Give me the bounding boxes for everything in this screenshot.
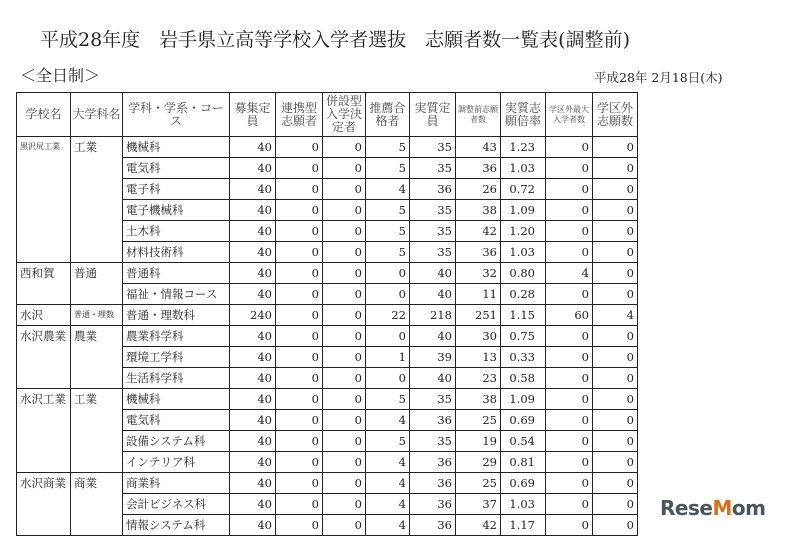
table-row — [17, 389, 638, 410]
department-name: 商業 — [71, 473, 123, 536]
value-cell: 0 — [366, 326, 410, 347]
value-cell: 0 — [323, 347, 366, 368]
course-name: 電子機械科 — [123, 200, 230, 221]
value-cell: 0 — [546, 326, 593, 347]
value-cell: 0 — [546, 158, 593, 179]
value-cell: 0 — [276, 179, 323, 200]
value-cell: 1.17 — [501, 515, 546, 536]
value-cell: 0 — [546, 242, 593, 263]
value-cell: 0.72 — [501, 179, 546, 200]
value-cell: 40 — [230, 137, 276, 158]
value-cell: 36 — [410, 494, 456, 515]
value-cell: 0 — [546, 515, 593, 536]
value-cell: 40 — [230, 452, 276, 473]
value-cell: 5 — [366, 221, 410, 242]
value-cell: 42 — [456, 221, 501, 242]
value-cell: 36 — [410, 473, 456, 494]
value-cell: 240 — [230, 305, 276, 326]
course-name: 環境工学科 — [123, 347, 230, 368]
value-cell: 4 — [366, 494, 410, 515]
value-cell: 42 — [456, 515, 501, 536]
value-cell: 1.20 — [501, 221, 546, 242]
value-cell: 0 — [323, 179, 366, 200]
department-name: 普通 — [71, 263, 123, 305]
value-cell: 40 — [230, 221, 276, 242]
school-name: 水沢商業 — [17, 473, 71, 536]
column-header: 募集定員 — [230, 93, 276, 137]
department-name: 工業 — [71, 389, 123, 473]
value-cell: 40 — [230, 431, 276, 452]
value-cell: 0 — [323, 326, 366, 347]
value-cell: 0 — [593, 242, 638, 263]
course-name: インテリア科 — [123, 452, 230, 473]
value-cell: 32 — [456, 263, 501, 284]
course-name: 情報システム科 — [123, 515, 230, 536]
value-cell: 0 — [276, 200, 323, 221]
value-cell: 40 — [230, 179, 276, 200]
course-name: 機械科 — [123, 389, 230, 410]
school-name: 西和賀 — [17, 263, 71, 305]
table-row — [17, 137, 638, 158]
column-header: 学科・学系・コース — [123, 93, 230, 137]
value-cell: 36 — [456, 158, 501, 179]
value-cell: 25 — [456, 473, 501, 494]
value-cell: 40 — [230, 326, 276, 347]
value-cell: 0 — [593, 284, 638, 305]
value-cell: 35 — [410, 431, 456, 452]
value-cell: 0 — [593, 158, 638, 179]
value-cell: 0 — [593, 389, 638, 410]
table-row — [17, 263, 638, 284]
value-cell: 4 — [366, 410, 410, 431]
value-cell: 19 — [456, 431, 501, 452]
department-name: 工業 — [71, 137, 123, 263]
value-cell: 0 — [546, 347, 593, 368]
value-cell: 0 — [546, 179, 593, 200]
value-cell: 40 — [410, 263, 456, 284]
value-cell: 0 — [323, 200, 366, 221]
value-cell: 36 — [456, 242, 501, 263]
school-name: 黒沢尻工業 — [17, 137, 71, 263]
course-name: 商業科 — [123, 473, 230, 494]
course-name: 電気科 — [123, 158, 230, 179]
value-cell: 0 — [323, 305, 366, 326]
value-cell: 35 — [410, 389, 456, 410]
course-name: 生活科学科 — [123, 368, 230, 389]
value-cell: 0 — [276, 305, 323, 326]
value-cell: 0 — [546, 368, 593, 389]
value-cell: 40 — [230, 200, 276, 221]
value-cell: 0 — [323, 515, 366, 536]
value-cell: 4 — [593, 305, 638, 326]
course-name: 土木科 — [123, 221, 230, 242]
value-cell: 0 — [546, 221, 593, 242]
value-cell: 0.69 — [501, 410, 546, 431]
course-name: 設備システム科 — [123, 431, 230, 452]
applicants-table — [16, 92, 638, 536]
value-cell: 0.80 — [501, 263, 546, 284]
value-cell: 36 — [410, 179, 456, 200]
value-cell: 40 — [230, 515, 276, 536]
value-cell: 4 — [366, 473, 410, 494]
value-cell: 251 — [456, 305, 501, 326]
value-cell: 0 — [276, 473, 323, 494]
value-cell: 5 — [366, 137, 410, 158]
section-label: ＜全日制＞ — [20, 66, 101, 85]
value-cell: 40 — [230, 494, 276, 515]
value-cell: 1.09 — [501, 200, 546, 221]
value-cell: 5 — [366, 242, 410, 263]
value-cell: 218 — [410, 305, 456, 326]
value-cell: 5 — [366, 158, 410, 179]
value-cell: 43 — [456, 137, 501, 158]
column-header: 推薦合格者 — [366, 93, 410, 137]
value-cell: 0 — [593, 137, 638, 158]
value-cell: 0.58 — [501, 368, 546, 389]
value-cell: 0 — [276, 137, 323, 158]
value-cell: 0 — [593, 431, 638, 452]
value-cell: 39 — [410, 347, 456, 368]
value-cell: 0 — [546, 431, 593, 452]
value-cell: 0 — [593, 326, 638, 347]
value-cell: 4 — [366, 452, 410, 473]
value-cell: 35 — [410, 158, 456, 179]
value-cell: 0 — [593, 494, 638, 515]
course-name: 福祉・情報コース — [123, 284, 230, 305]
course-name: 農業科学科 — [123, 326, 230, 347]
value-cell: 0 — [593, 263, 638, 284]
value-cell: 36 — [410, 515, 456, 536]
value-cell: 0 — [276, 326, 323, 347]
column-header: 調整前志願者数 — [456, 93, 501, 137]
value-cell: 0 — [323, 368, 366, 389]
value-cell: 5 — [366, 200, 410, 221]
value-cell: 0 — [276, 452, 323, 473]
value-cell: 0 — [593, 473, 638, 494]
value-cell: 40 — [230, 389, 276, 410]
value-cell: 4 — [546, 263, 593, 284]
value-cell: 1.03 — [501, 158, 546, 179]
value-cell: 40 — [410, 368, 456, 389]
value-cell: 25 — [456, 410, 501, 431]
value-cell: 0 — [323, 242, 366, 263]
value-cell: 0 — [593, 515, 638, 536]
value-cell: 0 — [323, 452, 366, 473]
value-cell: 37 — [456, 494, 501, 515]
value-cell: 0 — [323, 158, 366, 179]
value-cell: 0 — [323, 494, 366, 515]
value-cell: 0 — [366, 368, 410, 389]
value-cell: 0 — [366, 263, 410, 284]
value-cell: 0 — [276, 284, 323, 305]
value-cell: 40 — [230, 158, 276, 179]
value-cell: 0 — [546, 494, 593, 515]
value-cell: 0 — [276, 515, 323, 536]
value-cell: 0.75 — [501, 326, 546, 347]
value-cell: 40 — [230, 410, 276, 431]
value-cell: 0 — [546, 389, 593, 410]
value-cell: 26 — [456, 179, 501, 200]
department-name: 農業 — [71, 326, 123, 389]
value-cell: 40 — [230, 263, 276, 284]
value-cell: 0 — [323, 389, 366, 410]
value-cell: 40 — [230, 368, 276, 389]
value-cell: 40 — [410, 284, 456, 305]
course-name: 普通・理数科 — [123, 305, 230, 326]
value-cell: 22 — [366, 305, 410, 326]
value-cell: 0.81 — [501, 452, 546, 473]
value-cell: 0 — [593, 221, 638, 242]
value-cell: 11 — [456, 284, 501, 305]
value-cell: 0 — [593, 200, 638, 221]
value-cell: 0 — [593, 368, 638, 389]
value-cell: 36 — [410, 410, 456, 431]
table-row — [17, 473, 638, 494]
value-cell: 0.54 — [501, 431, 546, 452]
column-header: 大学科名 — [71, 93, 123, 137]
column-header: 連携型志願者 — [276, 93, 323, 137]
value-cell: 0 — [276, 494, 323, 515]
value-cell: 40 — [230, 284, 276, 305]
value-cell: 0 — [323, 221, 366, 242]
value-cell: 0 — [276, 221, 323, 242]
value-cell: 0 — [593, 452, 638, 473]
value-cell: 0.69 — [501, 473, 546, 494]
resemom-logo: ReseMom — [660, 496, 766, 520]
value-cell: 60 — [546, 305, 593, 326]
course-name: 電子科 — [123, 179, 230, 200]
column-header: 学区外志願数 — [593, 93, 638, 137]
value-cell: 35 — [410, 200, 456, 221]
course-name: 材料技術科 — [123, 242, 230, 263]
value-cell: 0 — [323, 263, 366, 284]
value-cell: 38 — [456, 200, 501, 221]
value-cell: 0 — [366, 284, 410, 305]
value-cell: 40 — [230, 347, 276, 368]
value-cell: 0 — [323, 431, 366, 452]
value-cell: 0 — [593, 347, 638, 368]
value-cell: 1.09 — [501, 389, 546, 410]
course-name: 機械科 — [123, 137, 230, 158]
value-cell: 0 — [546, 473, 593, 494]
value-cell: 0 — [276, 347, 323, 368]
value-cell: 40 — [230, 242, 276, 263]
column-header: 学区外最大入学者数 — [546, 93, 593, 137]
value-cell: 1.03 — [501, 494, 546, 515]
value-cell: 0 — [323, 473, 366, 494]
value-cell: 0 — [593, 410, 638, 431]
column-header: 実質志願倍率 — [501, 93, 546, 137]
value-cell: 38 — [456, 389, 501, 410]
value-cell: 30 — [456, 326, 501, 347]
school-name: 水沢 — [17, 305, 71, 326]
value-cell: 1.15 — [501, 305, 546, 326]
table-row — [17, 326, 638, 347]
value-cell: 0 — [546, 452, 593, 473]
course-name: 電気科 — [123, 410, 230, 431]
value-cell: 0 — [276, 263, 323, 284]
value-cell: 40 — [230, 473, 276, 494]
value-cell: 0 — [546, 200, 593, 221]
value-cell: 0 — [593, 179, 638, 200]
value-cell: 0 — [546, 137, 593, 158]
value-cell: 35 — [410, 137, 456, 158]
value-cell: 0 — [276, 368, 323, 389]
value-cell: 1.03 — [501, 242, 546, 263]
value-cell: 0.33 — [501, 347, 546, 368]
value-cell: 0 — [546, 410, 593, 431]
value-cell: 0 — [276, 389, 323, 410]
value-cell: 29 — [456, 452, 501, 473]
value-cell: 35 — [410, 242, 456, 263]
course-name: 普通科 — [123, 263, 230, 284]
column-header: 併設型入学決定者 — [323, 93, 366, 137]
value-cell: 23 — [456, 368, 501, 389]
value-cell: 5 — [366, 389, 410, 410]
value-cell: 0 — [323, 410, 366, 431]
value-cell: 0.28 — [501, 284, 546, 305]
column-header: 学校名 — [17, 93, 71, 137]
value-cell: 0 — [323, 137, 366, 158]
value-cell: 0 — [276, 431, 323, 452]
value-cell: 1.23 — [501, 137, 546, 158]
value-cell: 35 — [410, 221, 456, 242]
value-cell: 0 — [323, 284, 366, 305]
value-cell: 4 — [366, 515, 410, 536]
table-row — [17, 305, 638, 326]
value-cell: 0 — [276, 158, 323, 179]
document-date: 平成28年 2月18日(木) — [594, 70, 723, 85]
value-cell: 13 — [456, 347, 501, 368]
value-cell: 5 — [366, 431, 410, 452]
value-cell: 4 — [366, 179, 410, 200]
department-name: 普通・理数 — [71, 305, 123, 326]
school-name: 水沢工業 — [17, 389, 71, 473]
column-header: 実質定員 — [410, 93, 456, 137]
value-cell: 40 — [410, 326, 456, 347]
school-name: 水沢農業 — [17, 326, 71, 389]
header-row — [17, 93, 638, 137]
document-title: 平成28年度 岩手県立高等学校入学者選抜 志願者数一覧表(調整前) — [40, 29, 631, 51]
value-cell: 0 — [276, 242, 323, 263]
value-cell: 0 — [546, 284, 593, 305]
value-cell: 0 — [276, 410, 323, 431]
course-name: 会計ビジネス科 — [123, 494, 230, 515]
value-cell: 1 — [366, 347, 410, 368]
value-cell: 36 — [410, 452, 456, 473]
